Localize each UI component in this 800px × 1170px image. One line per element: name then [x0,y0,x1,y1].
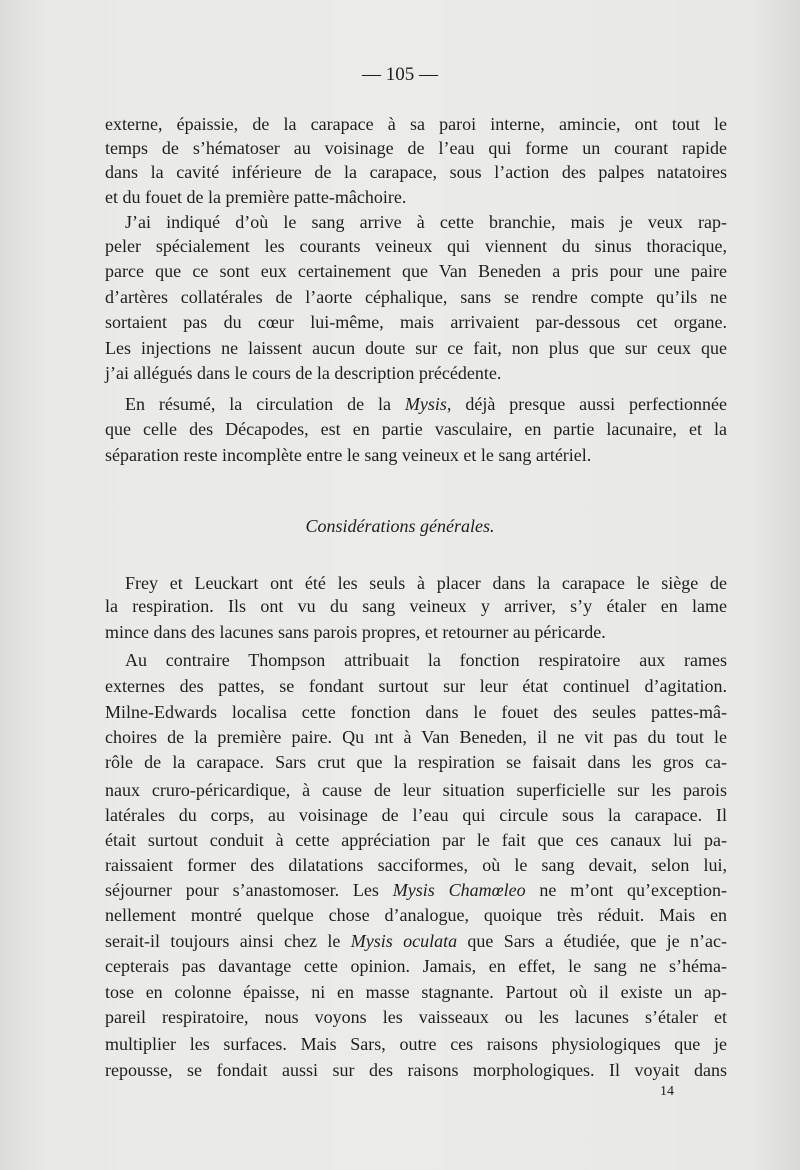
text-line [105,751,727,773]
text-segment: sortaient pas du cœur lui-même, mais arrivaient par-dessous cet organe. [105,312,727,332]
text-line [125,572,727,594]
text-line [125,211,727,233]
text-segment: que celle des Décapodes, est en partie vasculaire, en partie lacunaire, et la [105,419,727,439]
text-segment: parce que ce sont eux certainement que Van Beneden a pris pour une paire [105,261,727,281]
text-segment: tose en colonne épaisse, ni en masse stagnante. Partout où il existe un ap- [105,982,727,1002]
text-line [105,311,727,333]
text-line [105,260,727,282]
text-line [105,904,727,926]
text-line [105,137,727,159]
section-heading: Considérations générales. [305,516,495,536]
text-segment: j’ai allégués dans le cours de la description précédente. [105,363,502,383]
text-line [105,113,727,135]
text-segment: la respiration. Ils ont vu du sang veineux y arriver, s’y étaler en lame [105,596,727,616]
text-segment: J’ai indiqué d’où le sang arrive à cette branchie, mais je veux rap- [125,212,727,232]
text-segment: Milne-Edwards localisa cette fonction dans le fouet des seules pattes-mâ- [105,702,727,722]
text-segment: latérales du corps, au voisinage de l’eau qui circule sous la carapace. Il [105,805,727,825]
text-segment: rôle de la carapace. Sars crut que la respiration se faisait dans les gros ca- [105,752,727,772]
italic-taxon-name: Mysis oculata [350,931,458,951]
text-line [105,337,727,359]
text-line [105,675,727,697]
text-segment: raissaient former des dilatations sacciformes, où le sang devait, selon lui, [105,855,727,875]
text-segment: et du fouet de la première patte-mâchoire. [105,187,407,207]
signature-mark: 14 [660,1084,674,1099]
text-line [125,649,727,671]
text-line [105,186,727,208]
text-segment: que Sars a étudiée, que je n’ac- [457,931,727,951]
text-line [105,621,727,643]
text-line [105,930,727,952]
text-line [105,981,727,1003]
text-line [105,595,727,617]
text-segment: externe, épaissie, de la carapace à sa paroi interne, amincie, ont tout le [105,114,727,134]
text-segment: externes des pattes, se fondant surtout sur leur état continuel d’agitation. [105,676,727,696]
text-segment: séparation reste incomplète entre le sang veineux et le sang artériel. [105,445,592,465]
text-line [105,829,727,851]
text-line [105,235,727,257]
text-line [105,726,727,748]
text-segment: Les injections ne laissent aucun doute sur ce fait, non plus que sur ceux que [105,338,727,358]
text-line [105,879,727,901]
text-segment: serait-il toujours ainsi chez le [105,931,351,951]
text-line [105,161,727,183]
text-line [105,804,727,826]
text-segment: d’artères collatérales de l’aorte céphalique, sans se rendre compte qu’ils ne [105,287,727,307]
text-segment: déjà presque aussi perfectionnée [451,394,727,414]
text-segment: choires de la première paire. Qu ınt à Van Beneden, il ne vit pas du tout le [105,727,727,747]
text-segment: nellement montré quelque chose d’analogue, quoique très réduit. Mais en [105,905,727,925]
italic-taxon-name: Mysis, [404,394,452,414]
text-segment: cepterais pas davantage cette opinion. Jamais, en effet, le sang ne s’héma- [105,956,727,976]
text-segment: dans la cavité inférieure de la carapace, sous l’action des palpes natatoires [105,162,727,182]
text-line [105,362,727,384]
text-segment: Au contraire Thompson attribuait la fonction respiratoire aux rames [125,650,727,670]
text-segment: peler spécialement les courants veineux qui viennent du sinus thoracique, [105,236,727,256]
text-line [105,286,727,308]
text-line [105,701,727,723]
text-line [105,444,727,466]
text-segment: naux cruro-péricardique, à cause de leur situation superficielle sur les parois [105,780,727,800]
text-line [105,1006,727,1028]
text-line [105,854,727,876]
text-segment: multiplier les surfaces. Mais Sars, outre ces raisons physiologiques que je [105,1034,727,1054]
text-segment: mince dans des lacunes sans parois propres, et retourner au péricarde. [105,622,606,642]
text-segment: était surtout conduit à cette appréciation par le fait que ces canaux lui pa- [105,830,727,850]
text-segment: En résumé, la circulation de la [125,394,405,414]
text-segment: repousse, se fondait aussi sur des raisons morphologiques. Il voyait dans [105,1060,727,1080]
text-line [105,955,727,977]
text-segment: temps de s’hématoser au voisinage de l’eau qui forme un courant rapide [105,138,727,158]
text-segment: séjourner pour s’anastomoser. Les [105,880,393,900]
text-line [125,393,727,415]
page-number: — 105 — [362,64,438,85]
italic-taxon-name: Mysis Chamœleo [392,880,526,900]
text-line [105,779,727,801]
text-line [105,418,727,440]
text-segment: ne m’ont qu’exception- [525,880,727,900]
text-segment: pareil respiratoire, nous voyons les vaisseaux ou les lacunes s’étaler et [105,1007,727,1027]
text-segment: Frey et Leuckart ont été les seuls à placer dans la carapace le siège de [125,573,727,593]
text-line [105,1033,727,1055]
text-line [105,1059,727,1081]
